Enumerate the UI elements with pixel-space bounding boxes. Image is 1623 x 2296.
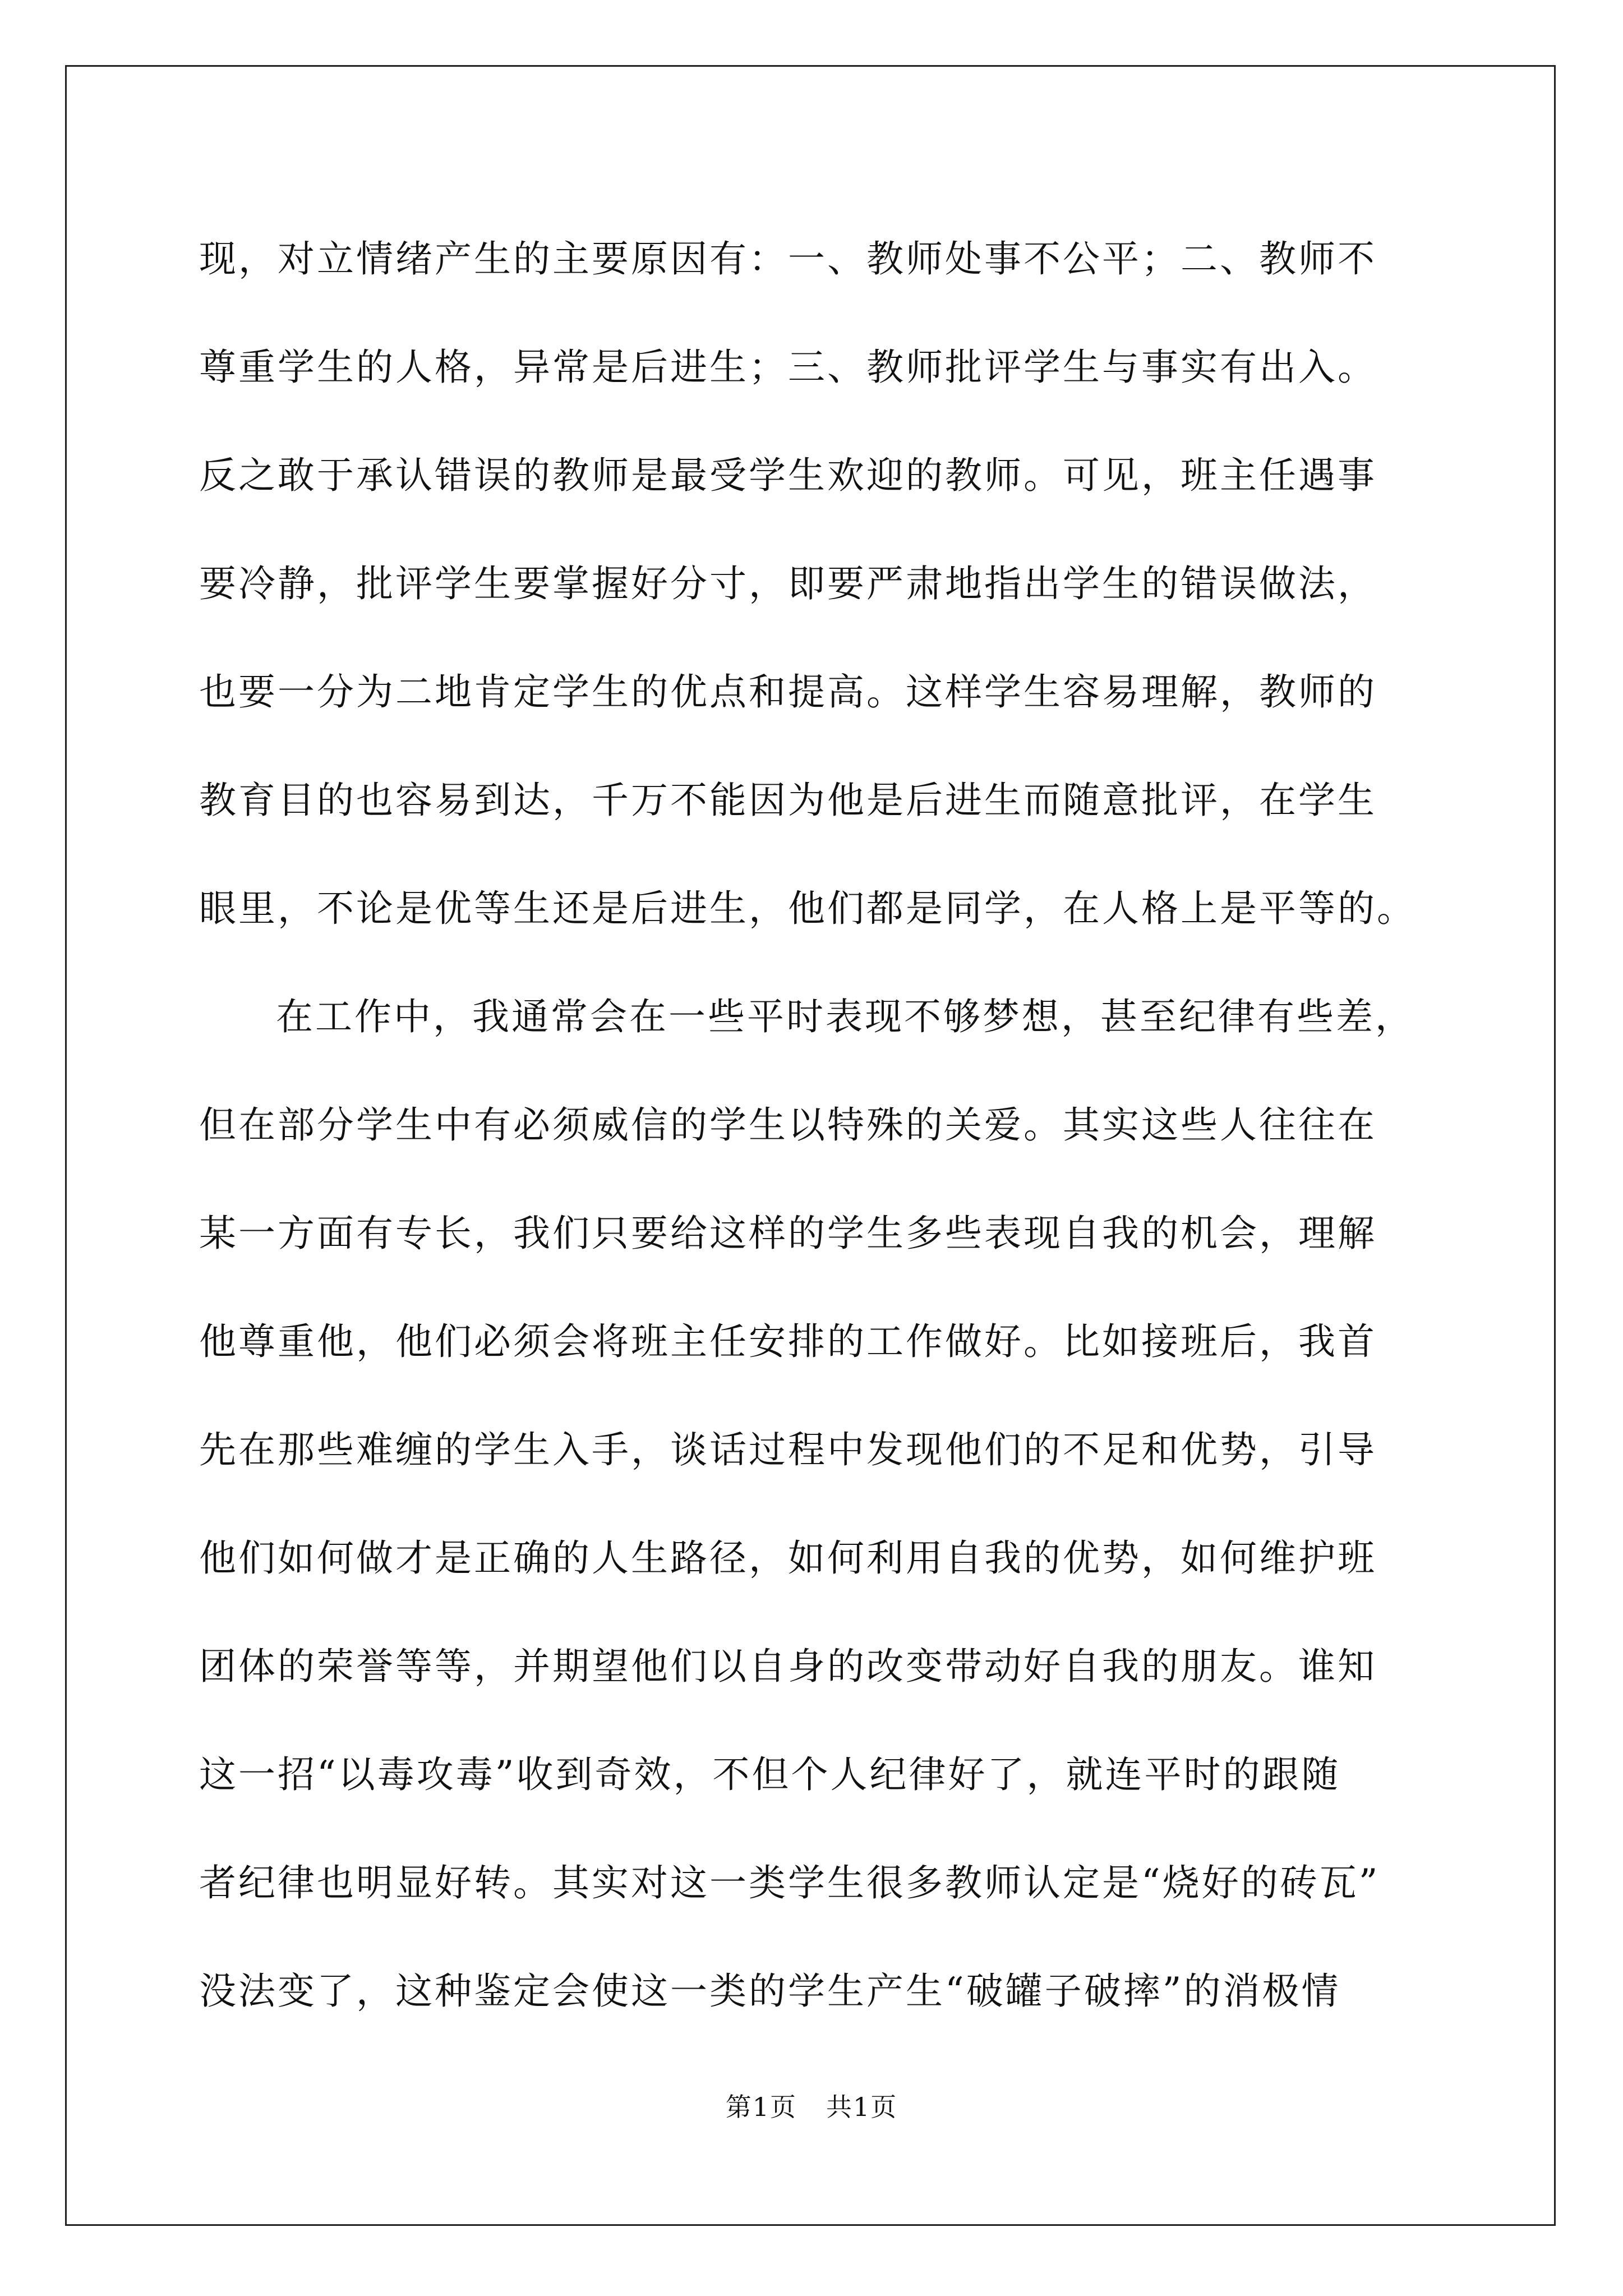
text-line: 现，对立情绪产生的主要原因有：一、教师处事不公平；二、教师不 — [199, 237, 1377, 280]
text-line: 要冷静，批评学生要掌握好分寸，即要严肃地指出学生的错误做法， — [199, 562, 1377, 605]
text-line: 这一招“以毒攻毒”收到奇效，不但个人纪律好了，就连平时的跟随 — [199, 1753, 1341, 1796]
text-line: 尊重学生的人格，异常是后进生；三、教师批评学生与事实有出入。 — [199, 346, 1377, 389]
text-line: 但在部分学生中有必须威信的学生以特殊的关爱。其实这些人往往在 — [199, 1103, 1377, 1147]
text-line: 他尊重他，他们必须会将班主任安排的工作做好。比如接班后，我首 — [199, 1320, 1377, 1363]
text-line: 先在那些难缠的学生入手，谈话过程中发现他们的不足和优势，引导 — [199, 1428, 1377, 1471]
paragraph-start-line: 在工作中，我通常会在一些平时表现不够梦想，甚至纪律有些差， — [276, 995, 1414, 1038]
page-footer — [0, 2087, 1623, 2124]
text-line: 团体的荣誉等等，并期望他们以自身的改变带动好自我的朋友。谁知 — [199, 1645, 1377, 1688]
text-line: 他们如何做才是正确的人生路径，如何利用自我的优势，如何维护班 — [199, 1536, 1377, 1580]
page-total: 共1页 — [826, 2092, 898, 2122]
page-number: 第1页 — [725, 2092, 797, 2122]
text-line: 者纪律也明显好转。其实对这一类学生很多教师认定是“烧好的砖瓦” — [199, 1861, 1380, 1904]
text-line: 没法变了，这种鉴定会使这一类的学生产生“破罐子破摔”的消极情 — [199, 1970, 1341, 2013]
document-body — [199, 205, 1427, 2045]
text-line: 反之敢于承认错误的教师是最受学生欢迎的教师。可见，班主任遇事 — [199, 454, 1377, 497]
text-line: 也要一分为二地肯定学生的优点和提高。这样学生容易理解，教师的 — [199, 670, 1377, 714]
text-line: 某一方面有专长，我们只要给这样的学生多些表现自我的机会，理解 — [199, 1212, 1377, 1255]
text-line: 教育目的也容易到达，千万不能因为他是后进生而随意批评，在学生 — [199, 779, 1377, 822]
text-line: 眼里，不论是优等生还是后进生，他们都是同学，在人格上是平等的。 — [199, 887, 1416, 930]
